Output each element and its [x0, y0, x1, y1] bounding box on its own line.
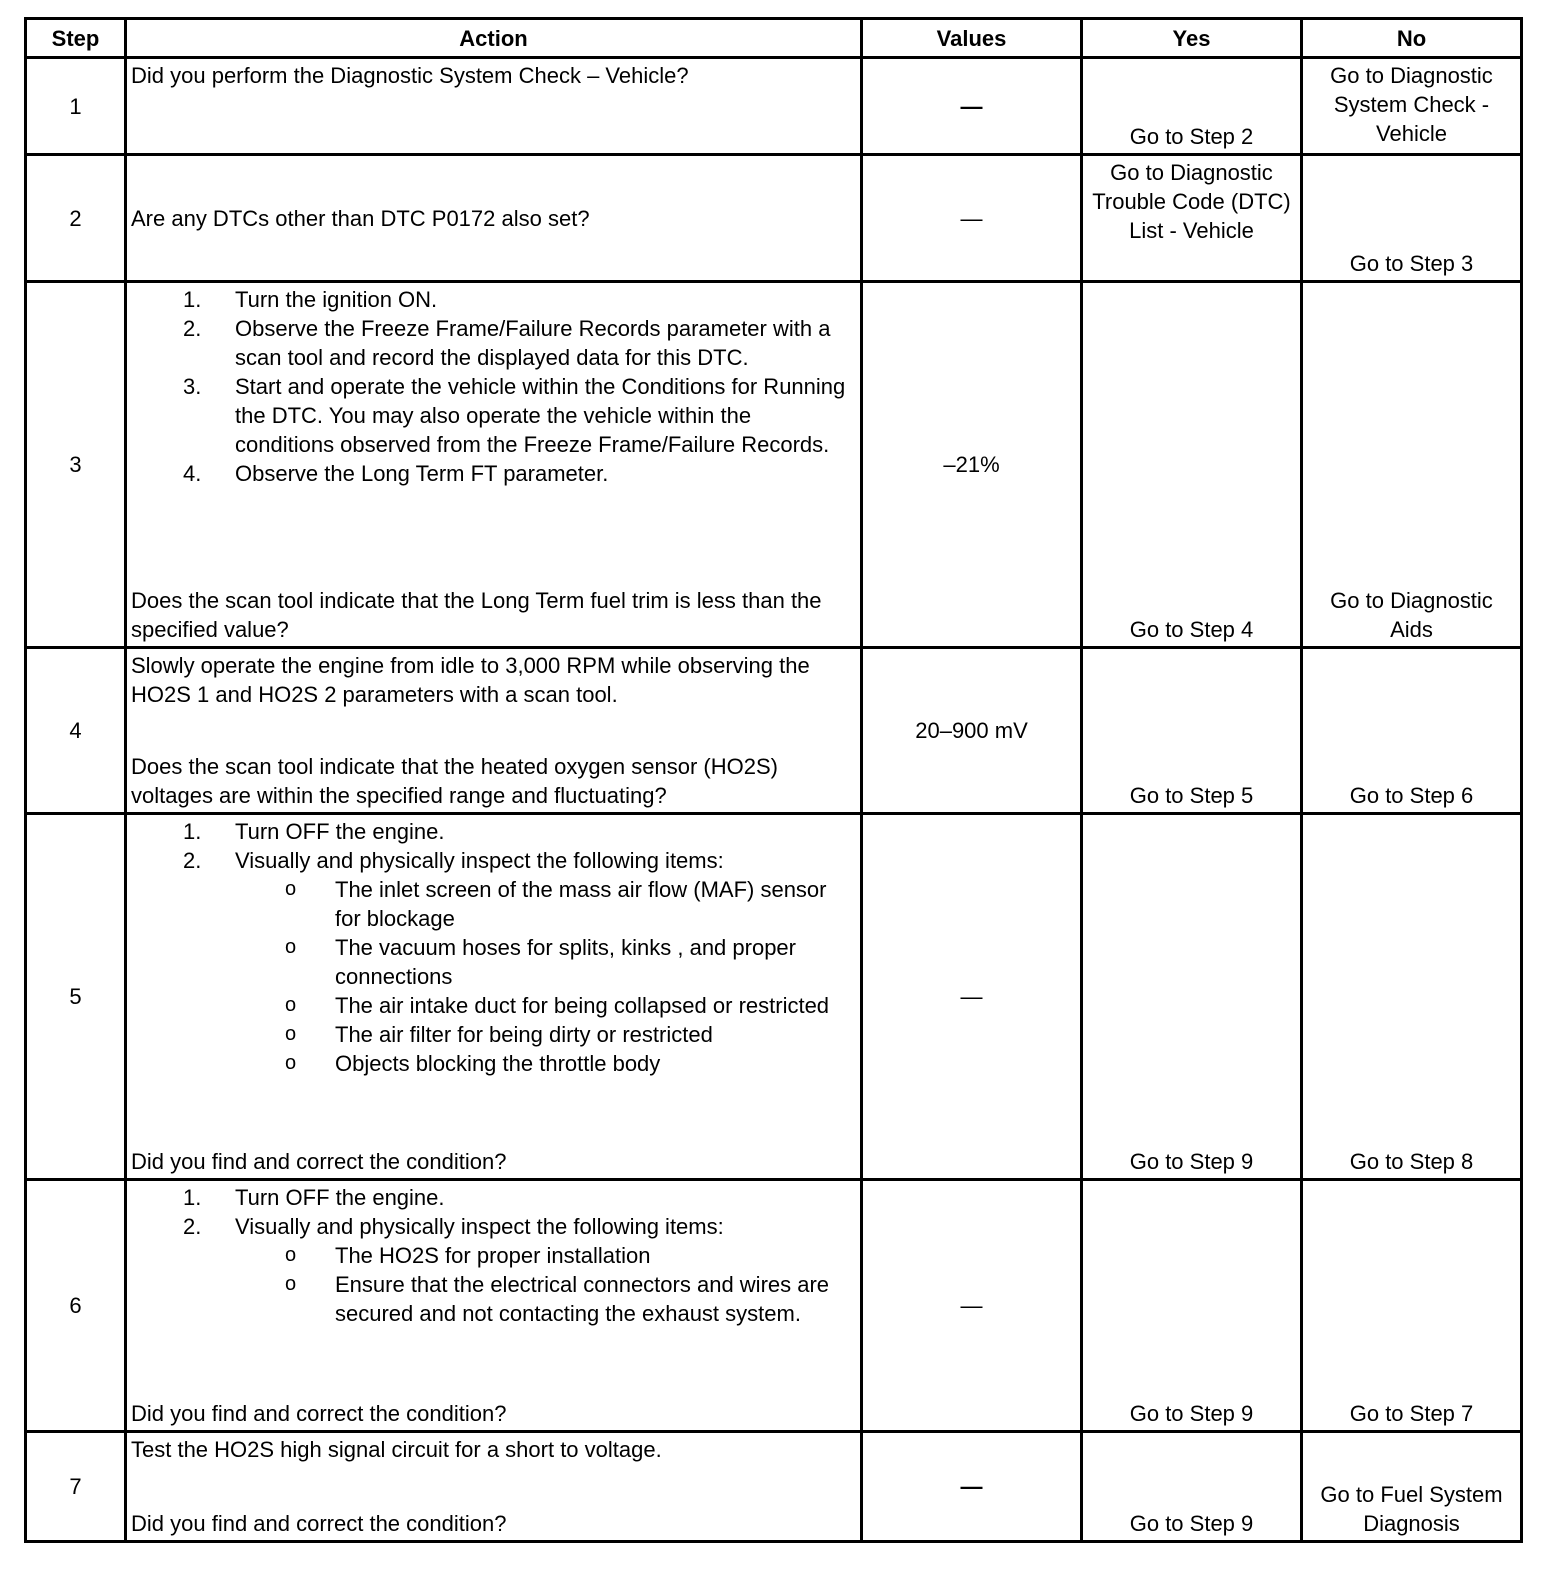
no-cell: Go to Step 8 [1302, 814, 1522, 1180]
question-text: Does the scan tool indicate that the Long Term fuel trim is less than the specified value? [131, 588, 822, 642]
step-number: 1 [26, 58, 126, 155]
inspection-list [131, 1241, 856, 1328]
no-cell: Go to Fuel System Diagnosis [1302, 1432, 1522, 1542]
value-text: 20–900 mV [915, 718, 1028, 743]
table-row [26, 648, 1522, 814]
table-row [26, 58, 1522, 155]
step-number: 7 [26, 1432, 126, 1542]
action-text: Did you perform the Diagnostic System Check – Vehicle? [126, 58, 862, 155]
question-text: Did you find and correct the condition? [131, 1149, 507, 1174]
list-item: o The HO2S for proper installation [285, 1243, 651, 1268]
list-item: o Ensure that the electrical connectors and wires are secured and not contacting the exhaust system. [285, 1272, 830, 1326]
yes-cell: Go to Step 9 [1082, 1180, 1302, 1432]
value-text: — [960, 984, 983, 1009]
value-text: — [960, 93, 983, 119]
step-number: 4 [26, 648, 126, 814]
action-cell [126, 282, 862, 648]
list-item: o The air filter for being dirty or restricted [285, 1022, 713, 1047]
step-number: 5 [26, 814, 126, 1180]
step-number: 3 [26, 282, 126, 648]
step-number: 2 [26, 155, 126, 282]
yes-cell: Go to Step 2 [1082, 58, 1302, 155]
header-action: Action [126, 19, 862, 58]
list-item: 1. Turn OFF the engine. [183, 1185, 445, 1210]
value-cell [862, 648, 1082, 814]
list-item: o Objects blocking the throttle body [285, 1051, 661, 1076]
action-text: Slowly operate the engine from idle to 3,000 RPM while observing the HO2S 1 and HO2S 2 parameters with a scan tool. [131, 653, 810, 707]
no-cell: Go to Diagnostic System Check - Vehicle [1302, 58, 1522, 155]
list-item: 3. Start and operate the vehicle within the Conditions for Running the DTC. You may also operate the vehicle within the conditions observed from the Freeze Frame/Failure Records. [183, 374, 846, 457]
header-values: Values [862, 19, 1082, 58]
header-row [26, 19, 1522, 58]
action-cell [126, 1432, 862, 1542]
action-text: Are any DTCs other than DTC P0172 also set? [126, 155, 862, 282]
action-cell [126, 814, 862, 1180]
value-cell [862, 155, 1082, 282]
table-row [26, 155, 1522, 282]
question-text: Did you find and correct the condition? [131, 1511, 507, 1536]
list-item: o The vacuum hoses for splits, kinks , and proper connections [285, 935, 796, 989]
instruction-list [131, 817, 856, 875]
no-cell: Go to Diagnostic Aids [1302, 282, 1522, 648]
value-cell [862, 1180, 1082, 1432]
action-cell [126, 648, 862, 814]
no-cell: Go to Step 6 [1302, 648, 1522, 814]
value-cell [862, 282, 1082, 648]
list-item: 4. Observe the Long Term FT parameter. [183, 461, 609, 486]
diagnostic-table [24, 17, 1523, 1543]
no-cell: Go to Step 3 [1302, 155, 1522, 282]
yes-cell: Go to Step 4 [1082, 282, 1302, 648]
value-text: — [960, 1474, 983, 1499]
yes-cell: Go to Step 9 [1082, 1432, 1302, 1542]
question-text: Did you find and correct the condition? [131, 1401, 507, 1426]
list-item: 2. Observe the Freeze Frame/Failure Records parameter with a scan tool and record the displayed data for this DTC. [183, 316, 831, 370]
list-item: o The air intake duct for being collapsed or restricted [285, 993, 830, 1018]
list-item: 2. Visually and physically inspect the following items: [183, 848, 724, 873]
value-text: — [960, 205, 983, 231]
instruction-list [131, 1183, 856, 1241]
header-step: Step [26, 19, 126, 58]
header-no: No [1302, 19, 1522, 58]
list-item: 1. Turn the ignition ON. [183, 287, 438, 312]
question-text: Does the scan tool indicate that the heated oxygen sensor (HO2S) voltages are within the specified range and fluctuating? [131, 754, 778, 808]
list-item: 2. Visually and physically inspect the following items: [183, 1214, 724, 1239]
value-text: –21% [943, 452, 1000, 477]
table-row [26, 1432, 1522, 1542]
instruction-list [131, 285, 856, 488]
table-row [26, 282, 1522, 648]
yes-cell: Go to Diagnostic Trouble Code (DTC) List - Vehicle [1082, 155, 1302, 282]
yes-cell: Go to Step 9 [1082, 814, 1302, 1180]
table-row [26, 814, 1522, 1180]
no-cell: Go to Step 7 [1302, 1180, 1522, 1432]
list-item: 1. Turn OFF the engine. [183, 819, 445, 844]
table-row [26, 1180, 1522, 1432]
action-text: Test the HO2S high signal circuit for a short to voltage. [131, 1437, 662, 1462]
value-cell [862, 58, 1082, 155]
header-yes: Yes [1082, 19, 1302, 58]
action-cell [126, 1180, 862, 1432]
value-cell [862, 1432, 1082, 1542]
value-text: — [960, 1293, 983, 1318]
step-number: 6 [26, 1180, 126, 1432]
yes-cell: Go to Step 5 [1082, 648, 1302, 814]
list-item: o The inlet screen of the mass air flow (MAF) sensor for blockage [285, 877, 827, 931]
inspection-list [131, 875, 856, 1078]
value-cell [862, 814, 1082, 1180]
